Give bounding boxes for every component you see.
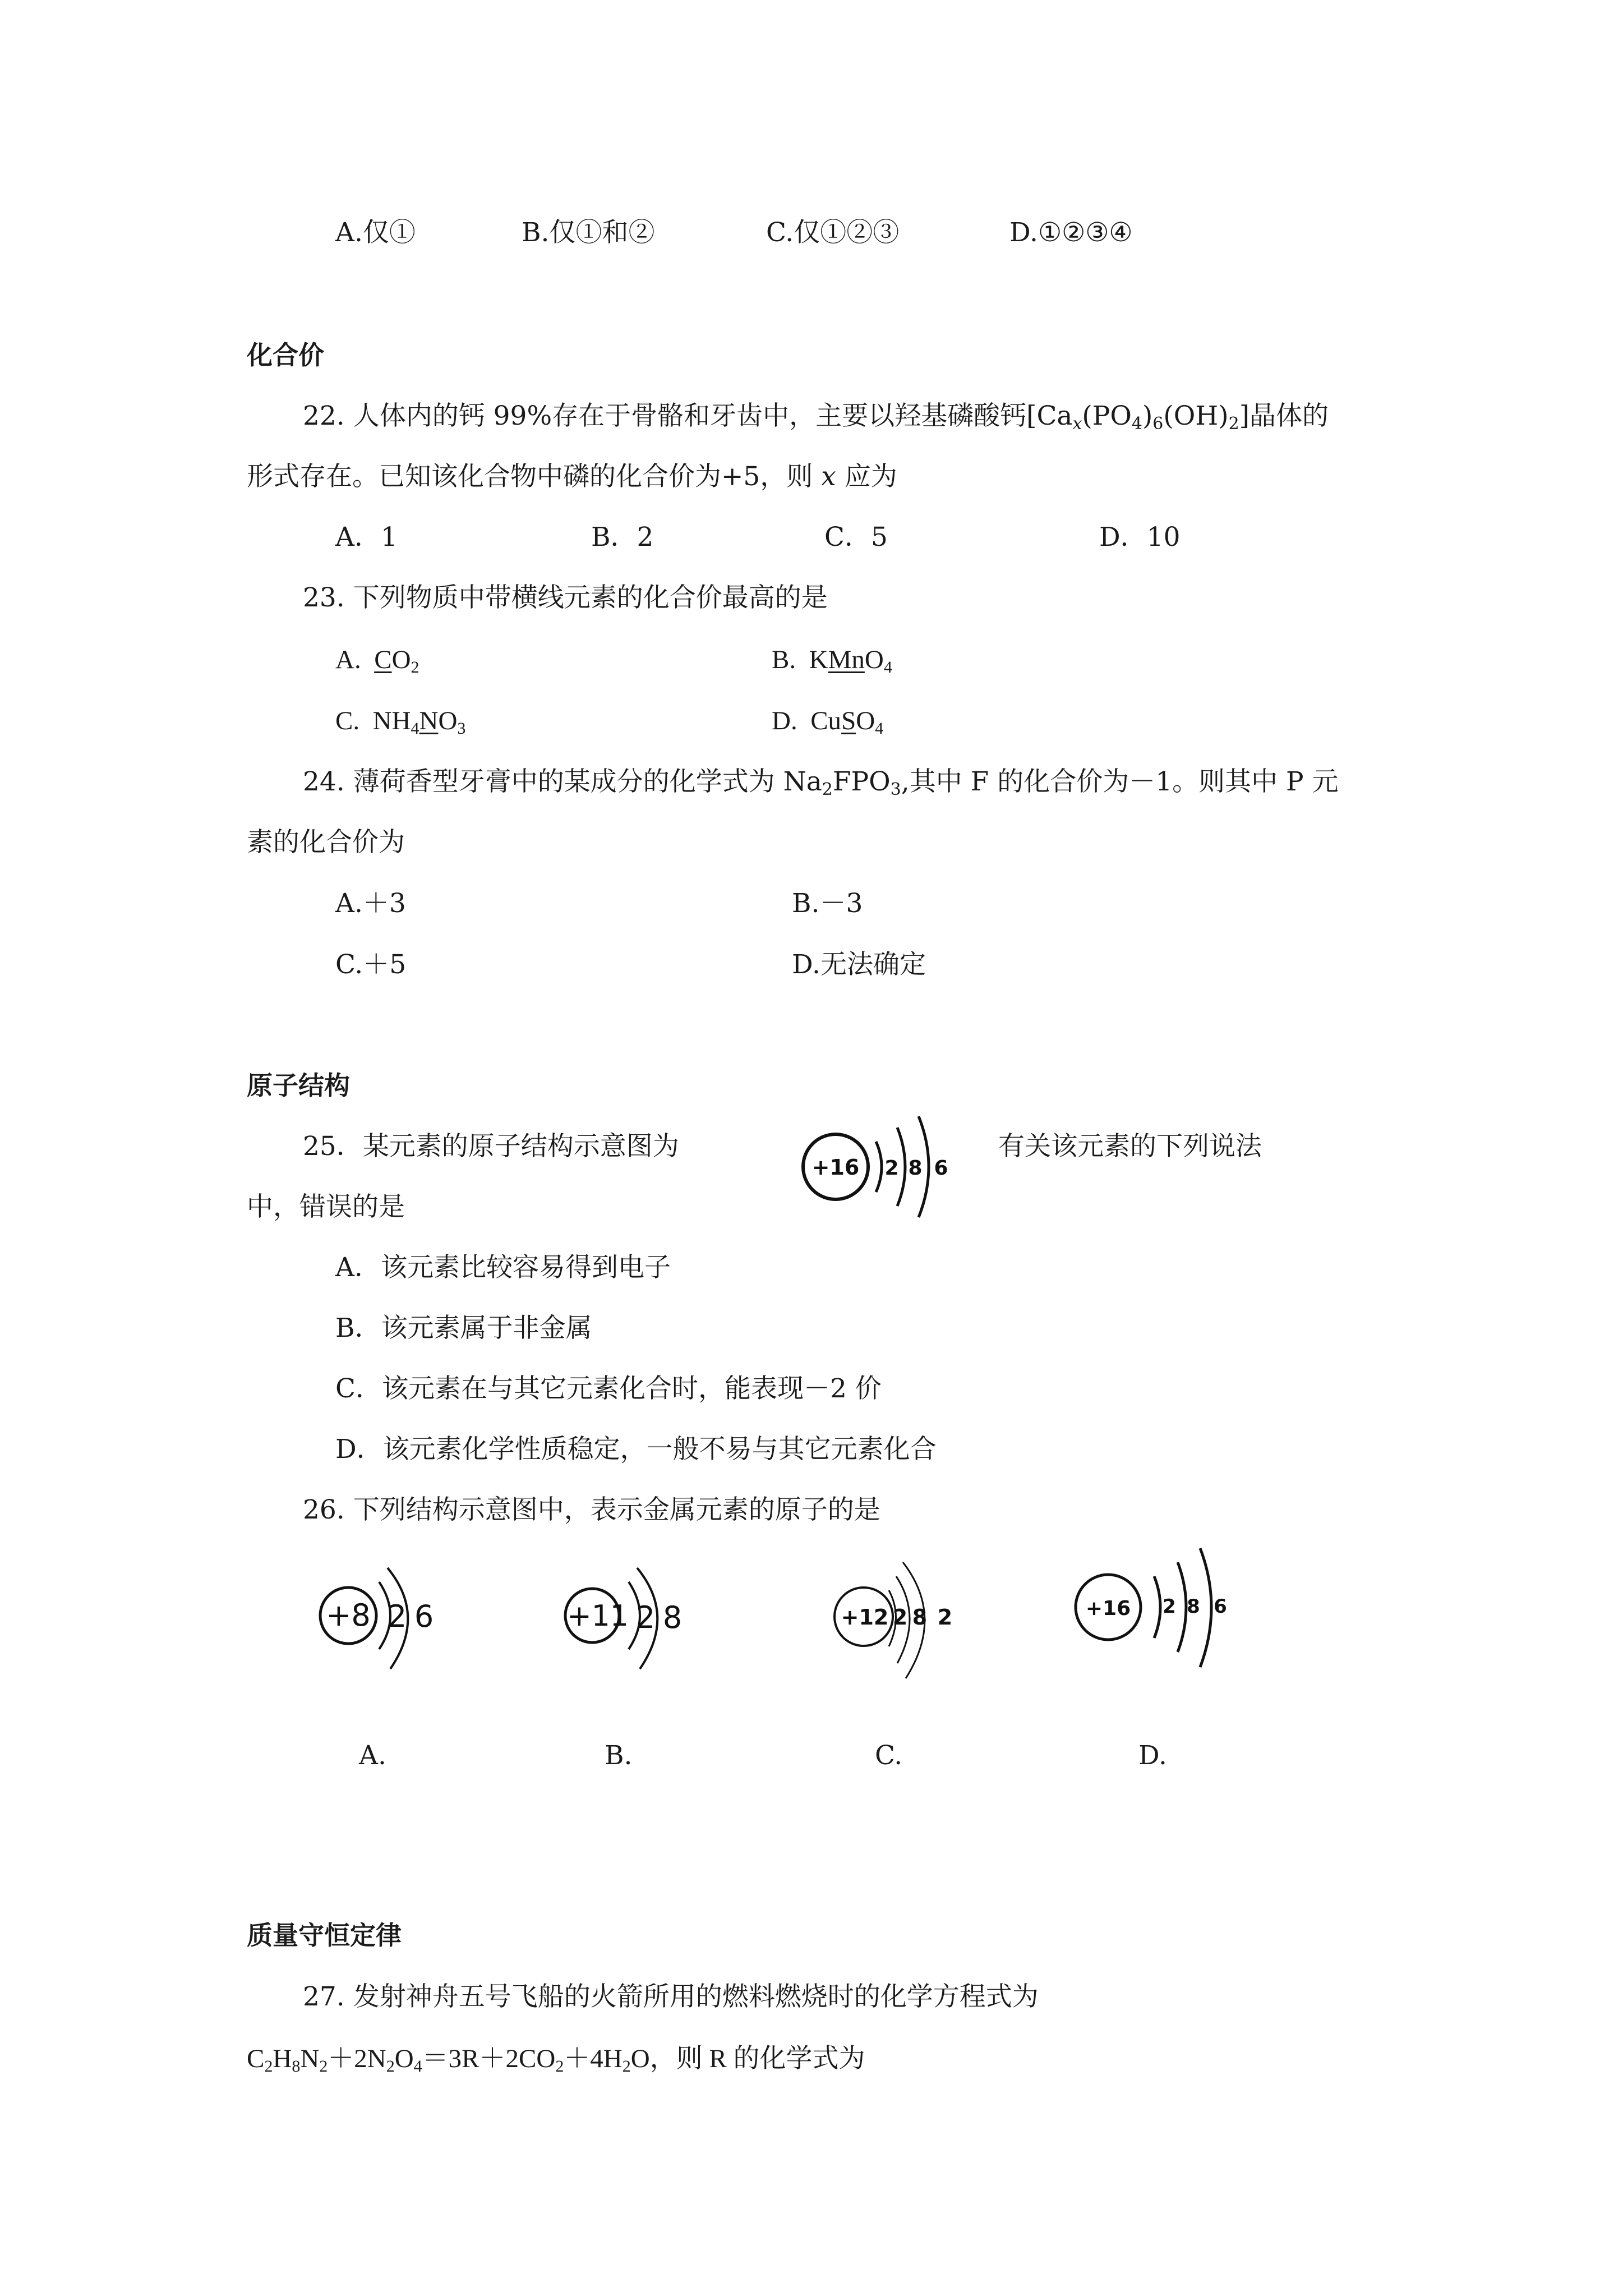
q26-d-nucleus-label: +16 [1085, 1597, 1131, 1620]
q23-c-sub1: 4 [411, 719, 419, 738]
q26-d-shell-2: 8 [1187, 1595, 1200, 1618]
q24-sub3: 3 [890, 780, 901, 799]
q27-equation [247, 2042, 865, 2076]
q22-text-line2b: 应为 [844, 461, 897, 492]
q25-option-b: B．该元素属于非金属 [335, 1313, 592, 1343]
q26-d-shell-arc-2 [1178, 1562, 1186, 1652]
q26-diagram-d [1066, 1537, 1251, 1683]
q27-eq-sub-n2: 2 [386, 2057, 395, 2076]
q25-shell-1: 2 [884, 1157, 899, 1180]
q23-b-sub: 4 [883, 658, 892, 677]
q22-line2 [247, 460, 897, 494]
q27-eq-sub-co2: 2 [555, 2057, 564, 2076]
q27-eq-plus-n2o4: ＋2N [328, 2044, 386, 2073]
q23-a-underlined: C [374, 645, 392, 674]
q22-option-b: B．2 [591, 522, 654, 553]
q26-label-a: A. [359, 1740, 386, 1771]
q27-eq-sub-c: 2 [264, 2057, 273, 2076]
q25-shell-3: 6 [934, 1157, 948, 1180]
option-d: D.①②③④ [1009, 217, 1133, 248]
q26-label-b: B. [605, 1740, 633, 1771]
q26-c-shell-1: 2 [892, 1605, 908, 1630]
q25-option-c: C．该元素在与其它元素化合时，能表现－2 价 [335, 1373, 882, 1404]
q24-line2: 素的化合价为 [247, 827, 405, 858]
q27-eq-plus-h2o: ＋4H [564, 2044, 623, 2073]
q26-b-nucleus-label: +11 [567, 1599, 629, 1633]
q23-option-b [772, 643, 892, 677]
q22-text-e: ]晶体的 [1239, 401, 1329, 431]
q23-b-prefix: B. [772, 645, 796, 674]
option-c: C.仅①②③ [766, 217, 900, 248]
q23-c-sub2: 3 [457, 719, 466, 738]
q23-d-underlined: S [841, 706, 856, 735]
q25-number: 25． [303, 1131, 363, 1162]
q22-text-d: (OH) [1163, 401, 1229, 431]
q24-line1 [303, 765, 1339, 799]
q23-number: 23. [303, 582, 345, 613]
q24-sub2: 2 [822, 780, 833, 799]
q27-eq-sub-o4: 4 [413, 2057, 422, 2076]
q23-c-pre: NH [372, 706, 411, 735]
q22-number: 22. [303, 401, 345, 431]
q26-label-d: D. [1138, 1740, 1167, 1771]
q26-d-shell-arc-1 [1154, 1576, 1160, 1638]
q24-text-a: 薄荷香型牙膏中的某成分的化学式为 Na [353, 766, 822, 797]
q22-text-b: (PO [1082, 401, 1132, 431]
q27-eq-h: H [273, 2044, 292, 2073]
q26-stem: 下列结构示意图中，表示金属元素的原子的是 [353, 1494, 880, 1525]
q26-a-shell-2: 6 [414, 1599, 434, 1634]
q23-c-prefix: C. [335, 706, 360, 735]
q22-text-c: ) [1142, 401, 1153, 431]
q26-d-shell-arc-3 [1200, 1548, 1211, 1667]
section-heading-atomic-structure: 原子结构 [247, 1070, 350, 1101]
q24-option-d: D.无法确定 [792, 949, 926, 980]
q27-number: 27. [303, 1981, 345, 2012]
q27-line1 [303, 1980, 1039, 2014]
q26-b-shell-2: 8 [662, 1600, 683, 1635]
q22-option-d: D．10 [1099, 522, 1181, 553]
q22-line1 [303, 399, 1329, 433]
q25-option-d: D．该元素化学性质稳定，一般不易与其它元素化合 [335, 1434, 937, 1465]
q22-text-line2a: 形式存在。已知该化合物中磷的化合价为+5，则 [247, 461, 813, 492]
q25-shell-2: 8 [908, 1157, 923, 1180]
q26-a-shell-1: 2 [387, 1599, 407, 1634]
q22-x: x [821, 461, 836, 492]
q23-option-c [335, 704, 465, 738]
q24-text-c: ,其中 F 的化合价为－1。则其中 P 元 [901, 766, 1339, 797]
q23-option-a [335, 643, 419, 677]
q27-text: 发射神舟五号飞船的火箭所用的燃料燃烧时的化学方程式为 [353, 1981, 1039, 2012]
q22-sub4: 4 [1131, 414, 1142, 434]
q23-a-sub: 2 [411, 658, 419, 677]
q22-sub6: 6 [1152, 414, 1164, 434]
q25-nucleus-label: +16 [811, 1155, 860, 1180]
q26-a-nucleus-label: +8 [326, 1598, 371, 1633]
q22-option-c: C．5 [824, 522, 888, 553]
q23-d-pre: Cu [810, 706, 842, 735]
q26-d-shell-1: 2 [1163, 1595, 1176, 1618]
q26-c-nucleus-label: +12 [841, 1605, 889, 1630]
q22-x-sub: x [1072, 414, 1082, 434]
q23-c-underlined: N [419, 706, 439, 735]
q26-stem-line [303, 1493, 880, 1527]
q26-diagram-b [559, 1565, 727, 1677]
q23-d-sub: 4 [875, 719, 884, 738]
section-heading-valence: 化合价 [247, 340, 324, 370]
q23-b-underlined: Mn [828, 645, 865, 674]
q23-d-prefix: D. [772, 706, 797, 735]
q25-option-a: A．该元素比较容易得到电子 [335, 1252, 671, 1283]
q23-b-rest: O [864, 645, 884, 674]
q26-diagram-a [312, 1565, 480, 1677]
q22-sub2: 2 [1228, 414, 1239, 434]
q23-d-rest: O [856, 706, 875, 735]
q27-eq-c: C [247, 2044, 265, 2073]
q27-eq-sub-h: 8 [292, 2057, 301, 2076]
option-a: A.仅① [335, 217, 416, 248]
q27-eq-o: O [394, 2044, 414, 2073]
q23-a-rest: O [391, 645, 411, 674]
q26-label-c: C. [875, 1740, 903, 1771]
q26-b-shell-1: 2 [635, 1600, 656, 1635]
section-heading-mass-conservation: 质量守恒定律 [247, 1920, 402, 1950]
q22-text-a: 人体内的钙 99%存在于骨骼和牙齿中，主要以羟基磷酸钙[Ca [353, 401, 1073, 431]
q27-eq-sub-n: 2 [319, 2057, 328, 2076]
q26-c-shell-3: 2 [937, 1605, 953, 1630]
q23-b-pre: K [809, 645, 828, 674]
q27-eq-sub-h2: 2 [622, 2057, 631, 2076]
q25-line1-right: 有关该元素的下列说法 [998, 1131, 1262, 1162]
q24-option-c: C.＋5 [335, 949, 407, 980]
q24-option-a: A.＋3 [335, 888, 406, 919]
q26-diagram-c [824, 1548, 1015, 1683]
option-b: B.仅①和② [522, 217, 655, 248]
q23-stem: 下列物质中带横线元素的化合价最高的是 [353, 582, 828, 613]
q25-text-a: 某元素的原子结构示意图为 [362, 1131, 679, 1162]
q23-stem-line [303, 581, 828, 615]
q23-a-prefix: A. [335, 645, 361, 674]
q24-number: 24. [303, 766, 345, 797]
q27-eq-products: ＝3R＋2CO [422, 2044, 556, 2073]
q22-option-a: A．1 [335, 522, 398, 553]
q25-atom-diagram [796, 1105, 981, 1223]
q26-c-shell-2: 8 [912, 1605, 928, 1630]
q27-eq-n: N [300, 2044, 320, 2073]
q24-option-b: B.－3 [792, 888, 863, 919]
q23-option-d [772, 704, 883, 738]
q25-line2: 中，错误的是 [247, 1191, 405, 1222]
q27-eq-tail: O，则 R 的化学式为 [630, 2044, 865, 2073]
q23-c-rest: O [438, 706, 458, 735]
q26-number: 26. [303, 1494, 345, 1525]
q25-line1-left [303, 1130, 679, 1163]
q26-d-shell-3: 6 [1214, 1595, 1227, 1618]
q25-shell-arc-1 [876, 1142, 882, 1192]
q24-text-b: FPO [832, 766, 891, 797]
